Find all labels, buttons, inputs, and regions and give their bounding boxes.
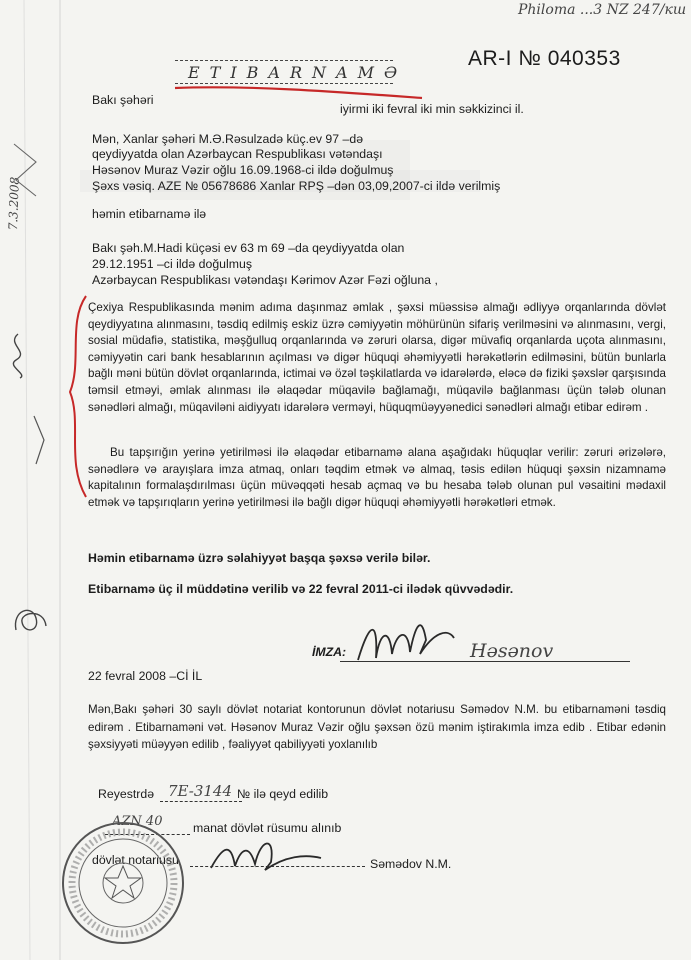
registry-suffix: № ilə qeyd edilib [237,787,329,801]
place-city: Bakı şəhəri [92,93,154,107]
document-title: ETIBARNAMƏ [188,63,408,82]
place-date: iyirmi iki fevral iki min səkkizinci il. [340,102,524,116]
grantor-line-4: Şəxs vəsiq. AZE № 05678686 Xanlar RPŞ –dən 03,09,2007-ci ildə verilmiş [92,179,501,193]
notary-certification: Mən,Bakı şəhəri 30 saylı dövlət notariat kontorunun dövlət notariusu Səmədov N.M. bu etibarnaməni təsdiq edirəm . Etibarnaməni vət. Həsənov Muraz Vəzir oğlu şəxsən özü mənim iştirakımla imza edib . Etibar edənin şəxsiyyəti müəyyən edilib , fəaliyyət qabiliyyəti yoxlanılıb [88,703,666,751]
notary-signature-line [190,866,365,867]
notary-seal [58,818,188,948]
margin-loop-mark [4,330,34,380]
grantee-line-3: Azərbaycan Respublikası vətəndaşı Kərimov Azər Fəzi oğluna , [92,273,438,287]
signature-line [340,661,630,662]
fee-amount: AZN 40 [112,814,163,829]
margin-date-note: 7.3.2008 [6,176,22,231]
notary-name: Səmədov N.M. [370,857,452,871]
margin-swirl-mark [10,600,50,640]
grantee-line-2: 29.12.1951 –ci ildə doğulmuş [92,257,252,271]
margin-tick-mark [30,410,50,470]
signature-label: İMZA: [312,645,347,659]
notary-date: 22 fevral 2008 –Cİ İL [88,669,203,683]
grantor-line-1: Mən, Xanlar şəhəri M.Ə.Rəsulzadə küç.ev 97 –də [92,132,364,146]
margin-brace-mark [6,140,46,200]
delegation-clause: Həmin etibarnamə üzrə səlahiyyət başqa şəxsə verilə bilər. [88,551,431,565]
red-underline [170,82,430,102]
notary-role: dövlət notariusu [92,853,179,867]
signature-handwriting: Həsənov [470,640,554,662]
corner-note: Philoma ...3 NZ 247/кш [518,2,687,18]
registry-line [160,801,242,802]
grantee-line-1: Bakı şəh.M.Hadi küçəsi ev 63 m 69 –da qeydiyyatda olan [92,241,405,255]
validity-clause: Etibarnamə üç il müddətinə verilib və 22 fevral 2011-ci ilədək qüvvədədir. [88,582,514,596]
rights-paragraph: Bu tapşırığın yerinə yetirilməsi ilə əlaqədar etibarnamə alana aşağıdakı hüquqlar verilir: zəruri ərizələrə, sənədlərə və arayışlara imza atmaq, onları təqdim etmək və almaq, təsis edilən hüquqi şəxsin nizamnamə kapitalının formalaşdırılması üçün müvəqqəti hesab açmaq və bu hesaba tələb olunan pul vəsaitini mədaxil etmək və tapşırıqların yerinə yetirilməsi ilə bağlı digər hüquqi əhəmiyyətli hərəkətləri etmək. [88,446,666,509]
fee-text: manat dövlət rüsumu alınıb [193,821,342,835]
serial-number: AR-I № 040353 [468,47,621,70]
title-box [175,60,393,84]
notary-signature-scribble [205,832,325,877]
grantor-line-3: Həsənov Muraz Vəzir oğlu 16.09.1968-ci ildə doğulmuş [92,163,394,177]
powers-paragraph: Çexiya Respublikasında mənim adıma daşınmaz əmlak , şəxsi müəssisə almağı ədliyyə orqanlarında dövlət qeydiyyatına alınmasını, təsdiq edilmiş eskiz üzrə cəmiyyətin möhürünün sifariş verilməsini və alınmasını, vergi, sosial müdafiə, statistika, məşğulluq orqanlarında və zəruri olarsa, digər müvafiq orqanlarda uçota alınmasını, cəmiyyətin cari bank hesablarının açılması və digər hüquqi əhəmiyyətli hərəkətlərin edilməsini, bütün bunlarla bağlı məni bütün dövlət orqanlarında, ictimai və özəl təşkilatlarda və idarələrdə, eləcə də fiziki şəxslər qarşısında təmsil etməyi, əmlak alınması ilə əlaqədar müqavilə bağlamağı, müqavilə bağlanması üçün tələb olunan sənədləri almağı, müqaviləni aidiyyatı idarələrə verməyi, hüquqmüəyyənedici sənədləri almağı etibar edirəm . [88,301,666,414]
registry-number: 7E-3144 [168,782,233,800]
registry-label: Reyestrdə [98,787,155,801]
grantor-line-2: qeydiyyatda olan Azərbaycan Respublikası vətəndaşı [92,147,383,161]
red-bracket [56,292,96,502]
grantee-intro: həmin etibarnamə ilə [92,207,207,221]
